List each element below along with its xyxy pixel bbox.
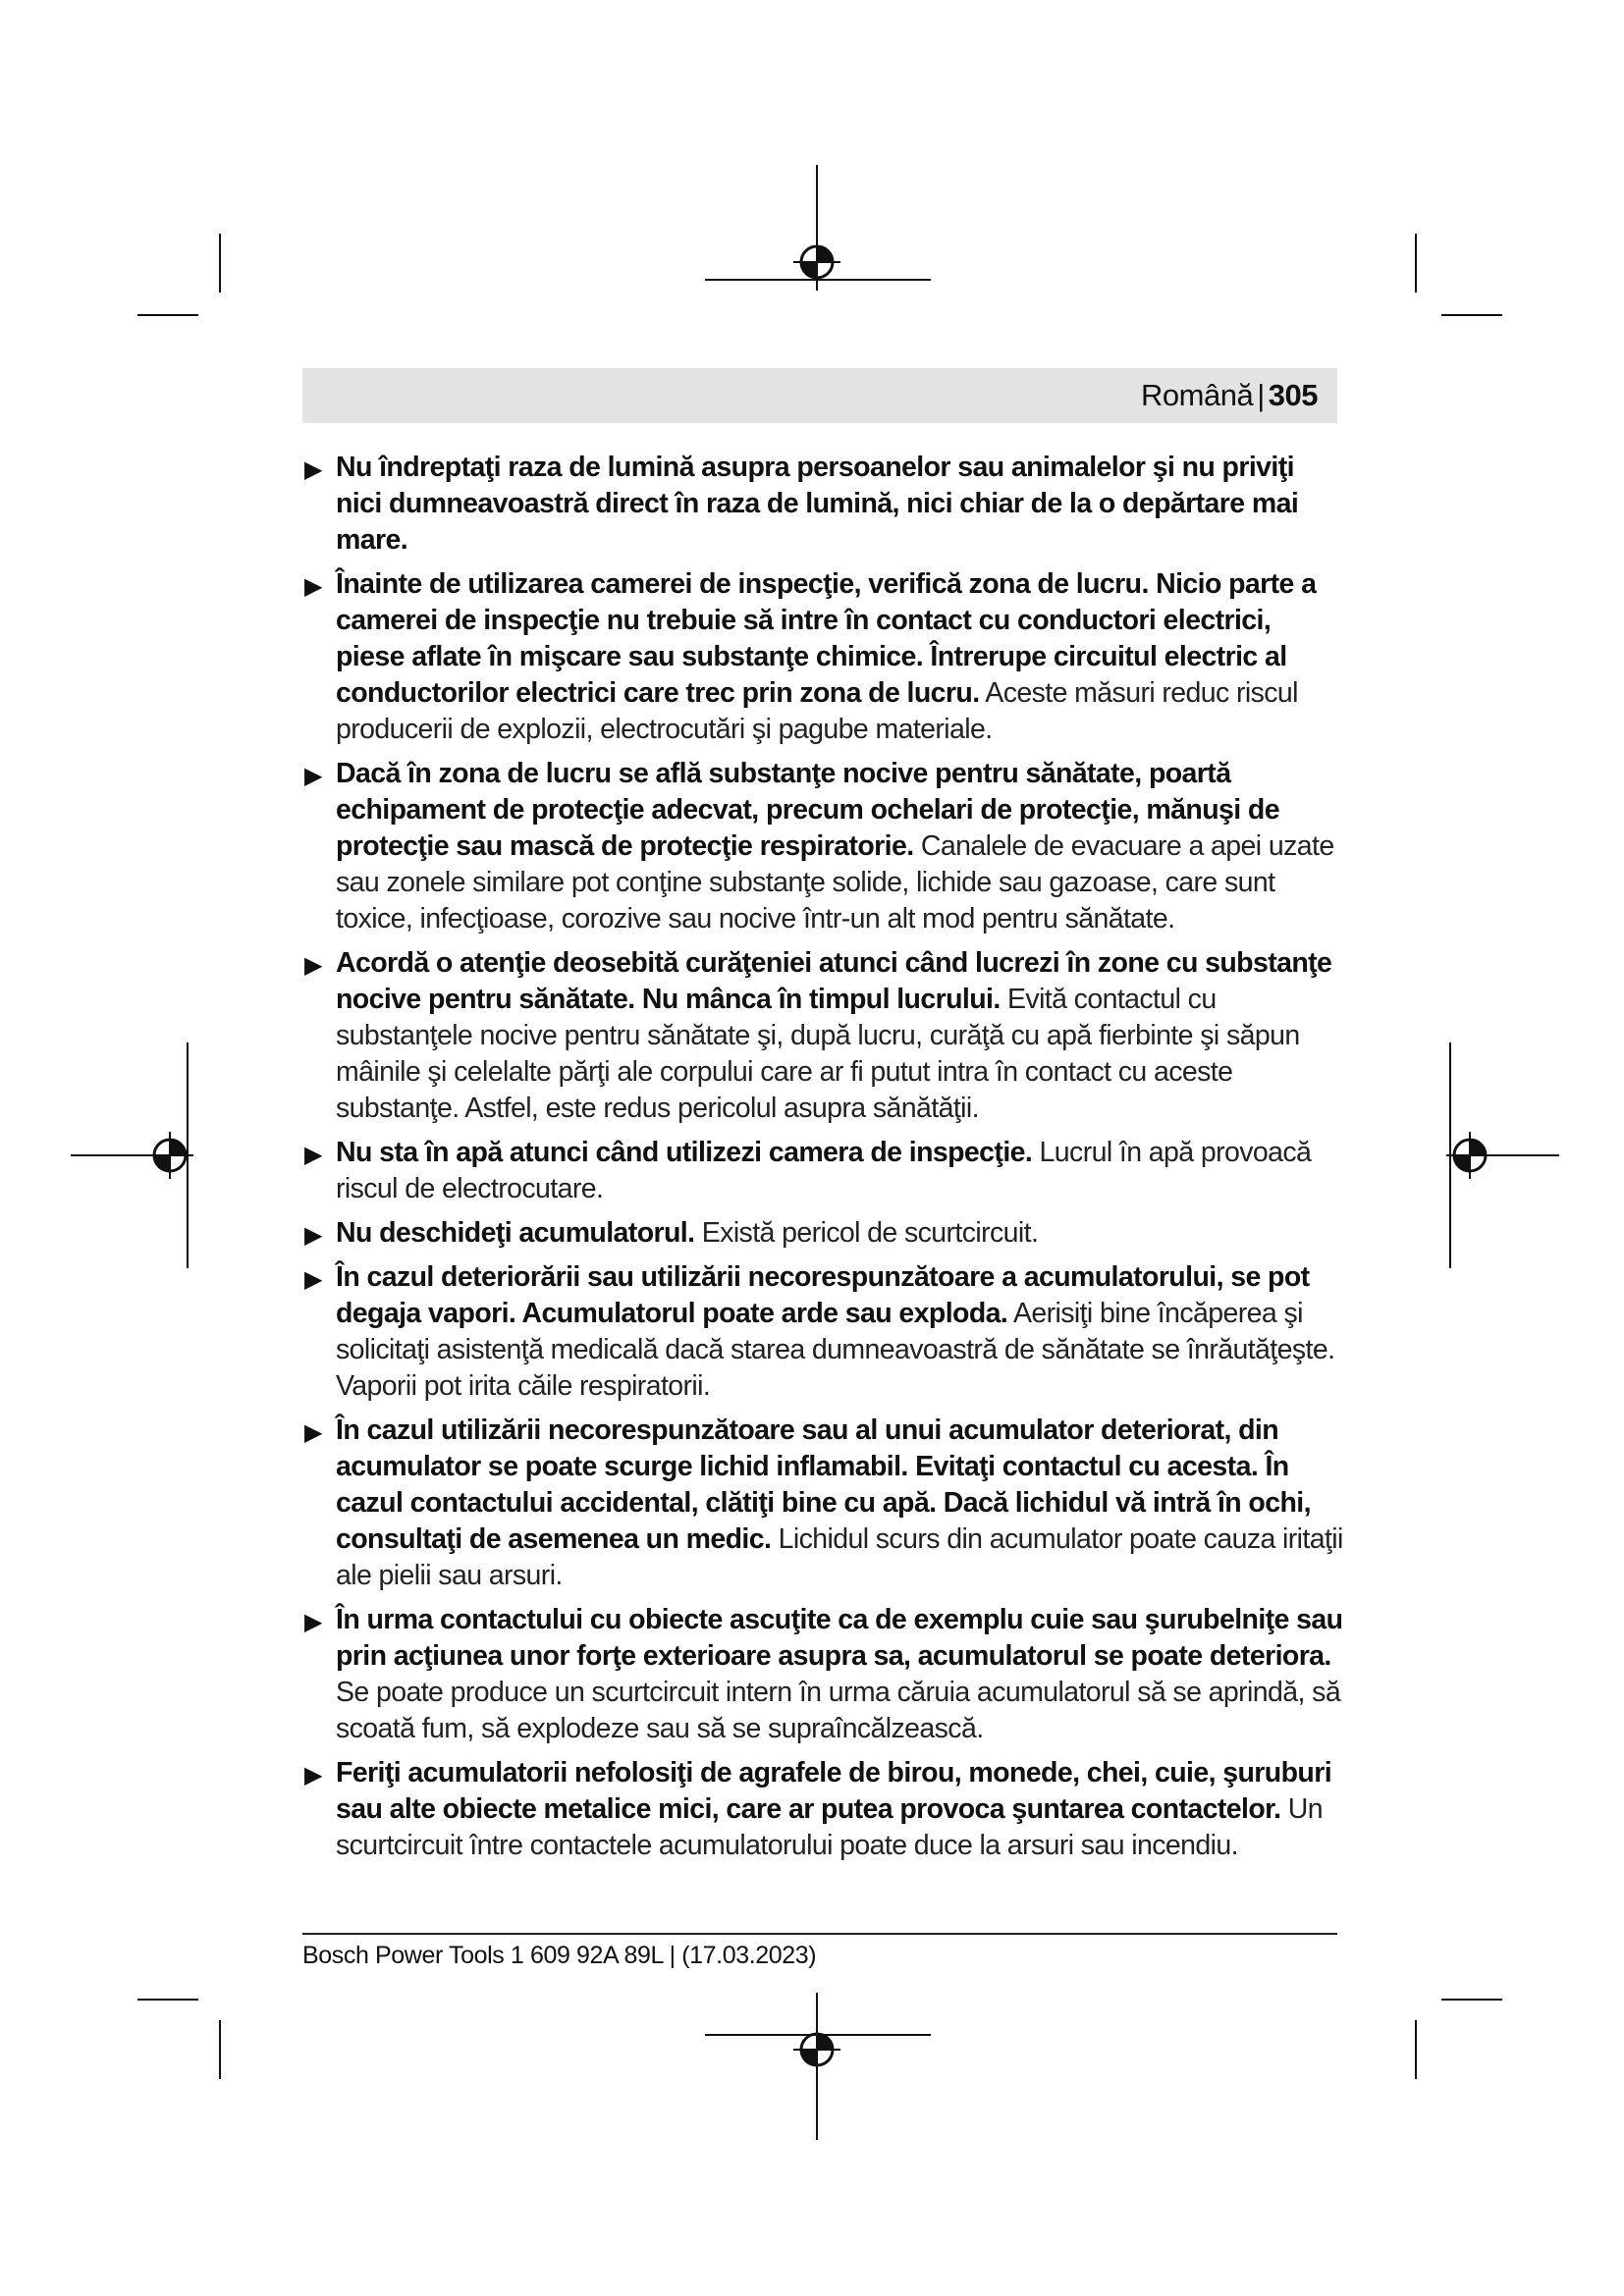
- crop-mark-top-right-vertical: [1415, 234, 1417, 293]
- crop-mark-bottom-right-horizontal: [1441, 1999, 1502, 2001]
- triangle-right-icon: ▶: [304, 1609, 322, 1635]
- crop-mark-top-right-horizontal: [1441, 314, 1502, 316]
- item-normal-text: Se poate produce un scurtcircuit intern în urma căruia acumulatorul să se aprindă, să scoată fum, să explodeze sau să se supraîncălzească.: [336, 1677, 1341, 1744]
- item-bold-text: Nu sta în apă atunci când utilizezi camera de inspecţie.: [336, 1137, 1033, 1168]
- item-bold-text: Dacă în zona de lucru se află substanţe nocive pentru sănătate, poartă echipament de protecţie adecvat, precum ochelari de protecţie, mănuşi de protecţie sau mască de protecţie respiratorie.: [336, 758, 1279, 862]
- registration-mark-icon: [1446, 1132, 1493, 1179]
- list-item: [302, 756, 1343, 937]
- list-item: [302, 1215, 1343, 1252]
- item-bold-text: În urma contactului cu obiecte ascuţite ca de exemplu cuie sau şurubelniţe sau prin acţiunea unor forţe exterioare asupra sa, acumulatorul se poate deteriora.: [336, 1604, 1343, 1672]
- item-bold-text: Feriţi acumulatorii nefolosiţi de agrafele de birou, monede, chei, cuie, şuruburi sau alte obiecte metalice mici, care ar putea provoca şuntarea contactelor.: [336, 1757, 1332, 1825]
- item-normal-text: Aceste măsuri reduc riscul producerii de explozii, electrocutări şi pagube materiale.: [336, 677, 1298, 745]
- item-normal-text: Evită contactul cu substanţele nocive pentru sănătate şi, după lucru, curăţă cu apă fierbinte şi săpun mâinile şi celelalte părţi ale corpului care ar fi putut intra în contact cu aceste substanţe. Astfel, este redus pericolul asupra sănătăţii.: [336, 984, 1300, 1124]
- item-bold-text: Nu îndreptaţi raza de lumină asupra persoanelor sau animalelor şi nu priviţi nici dumneavoastră direct în raza de lumină, nici chiar de la o depărtare mai mare.: [336, 452, 1299, 556]
- triangle-right-icon: ▶: [304, 1266, 322, 1293]
- triangle-right-icon: ▶: [304, 763, 322, 789]
- crop-mark-top-left-horizontal: [137, 314, 198, 316]
- triangle-right-icon: ▶: [304, 456, 322, 483]
- list-item: [302, 945, 1343, 1127]
- list-item: [302, 1259, 1343, 1405]
- triangle-right-icon: ▶: [304, 1142, 322, 1168]
- registration-mark-icon: [793, 239, 840, 286]
- item-bold-text: Înainte de utilizarea camerei de inspecţie, verifică zona de lucru. Nicio parte a camerei de inspecţie nu trebuie să intre în contact cu conductori electrici, piese aflate în mişcare sau substanţe chimice. Întrerupe circuitul electric al conductorilor electrici care trec prin zona de lucru.: [336, 568, 1317, 709]
- triangle-right-icon: ▶: [304, 573, 322, 600]
- header-separator: |: [1257, 378, 1265, 412]
- item-normal-text: Canalele de evacuare a apei uzate sau zonele similare pot conţine substanţe solide, lichide sau gazoase, care sunt toxice, infecţioase, corozive sau nocive într-un alt mod pentru sănătate.: [336, 830, 1334, 934]
- triangle-right-icon: ▶: [304, 1419, 322, 1446]
- crop-mark-bottom-left-vertical: [219, 2020, 221, 2079]
- item-normal-text: Un scurtcircuit între contactele acumulatorului poate duce la arsuri sau incendiu.: [336, 1793, 1323, 1861]
- list-item: [302, 1755, 1343, 1864]
- crop-mark-bottom-right-vertical: [1415, 2020, 1417, 2079]
- item-bold-text: Nu deschideţi acumulatorul.: [336, 1217, 695, 1249]
- registration-mark-icon: [793, 2026, 840, 2073]
- safety-instructions: [302, 450, 1343, 1872]
- page-header: [302, 368, 1337, 423]
- item-bold-text: În cazul utilizării necorespunzătoare sau al unui acumulator deteriorat, din acumulator se poate scurge lichid inflamabil. Evitaţi contactul cu acesta. În cazul contactului accidental, clătiţi bine cu apă. Dacă lichidul vă intră în ochi, consultaţi de asemenea un medic.: [336, 1415, 1311, 1555]
- triangle-right-icon: ▶: [304, 952, 322, 979]
- header-text: [1141, 378, 1318, 413]
- item-bold-text: Acordă o atenţie deosebită curăţeniei atunci când lucrezi în zone cu substanţe nocive pentru sănătate. Nu mânca în timpul lucrului.: [336, 947, 1332, 1015]
- footer-text: Bosch Power Tools 1 609 92A 89L | (17.03.2023): [302, 1942, 817, 1969]
- list-item: [302, 1135, 1343, 1207]
- list-item: [302, 450, 1343, 559]
- list-item: [302, 1413, 1343, 1594]
- triangle-right-icon: ▶: [304, 1762, 322, 1789]
- triangle-right-icon: ▶: [304, 1222, 322, 1249]
- item-normal-text: Lucrul în apă provoacă riscul de electrocutare.: [336, 1137, 1312, 1204]
- list-item: [302, 1602, 1343, 1747]
- crop-mark-bottom-left-horizontal: [137, 1999, 198, 2001]
- item-normal-text: Aerisiţi bine încăperea şi solicitaţi asistenţă medicală dacă starea dumneavoastră de sănătate se înrăutăţeşte. Vaporii pot irita căile respiratorii.: [336, 1298, 1335, 1402]
- header-language: Română: [1141, 378, 1254, 412]
- crop-mark-top-left-vertical: [219, 234, 221, 293]
- item-bold-text: În cazul deteriorării sau utilizării necorespunzătoare a acumulatorului, se pot degaja vapori. Acumulatorul poate arde sau exploda.: [336, 1261, 1310, 1329]
- list-item: [302, 566, 1343, 748]
- registration-mark-icon: [146, 1132, 193, 1179]
- item-normal-text: Lichidul scurs din acumulator poate cauza iritaţii ale pielii sau arsuri.: [336, 1523, 1343, 1591]
- footer-divider: [302, 1933, 1337, 1935]
- page-number: 305: [1268, 378, 1318, 412]
- item-normal-text: Există pericol de scurtcircuit.: [694, 1217, 1039, 1249]
